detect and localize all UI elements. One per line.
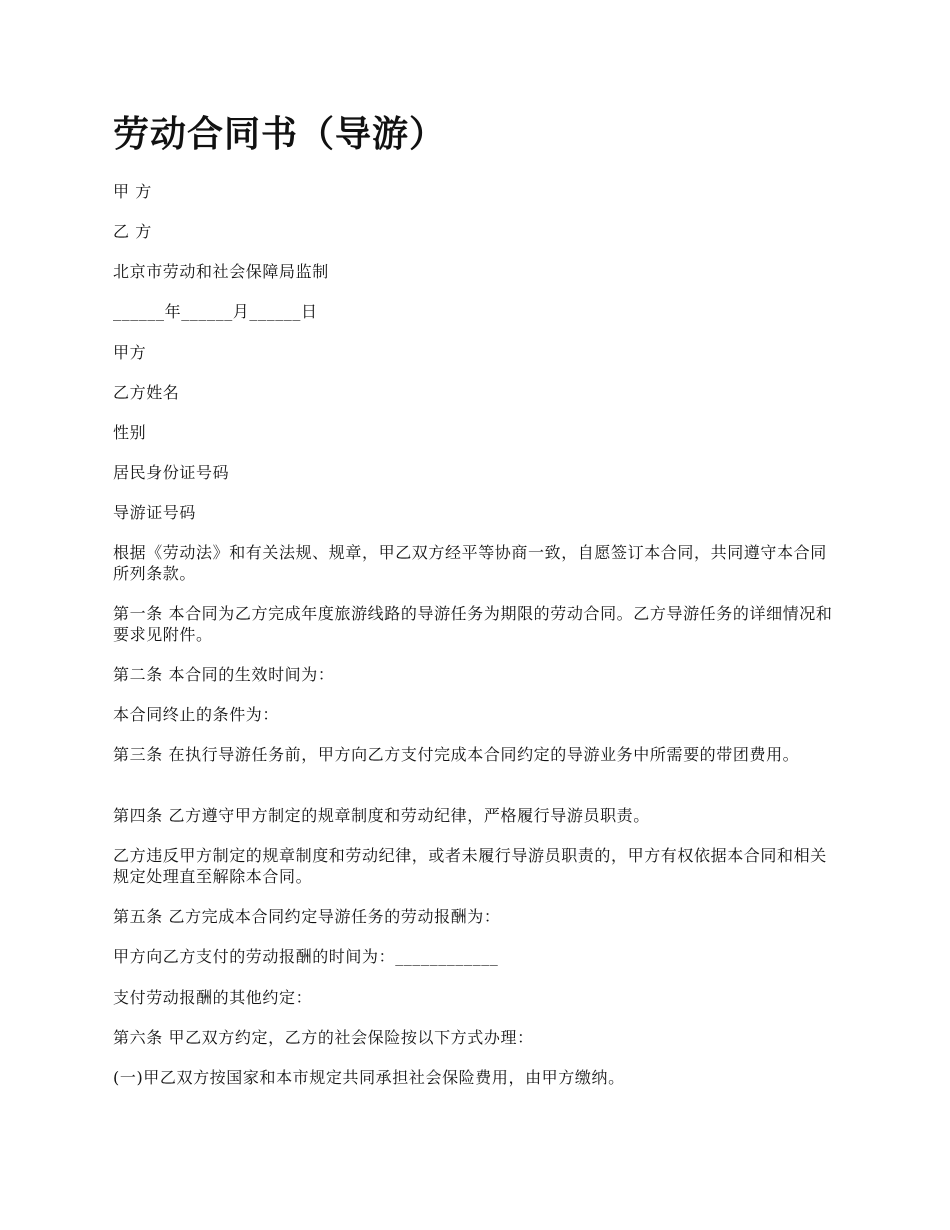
article-6-paragraph: 第六条 甲乙双方约定，乙方的社会保险按以下方式办理： bbox=[113, 1028, 534, 1047]
gender-field: 性别 bbox=[113, 423, 147, 442]
party-b-label: 乙 方 bbox=[113, 222, 152, 241]
party-a-label: 甲 方 bbox=[113, 182, 152, 201]
article-2-paragraph: 第二条 本合同的生效时间为： bbox=[113, 665, 335, 684]
termination-paragraph: 本合同终止的条件为： bbox=[113, 705, 280, 724]
article-3-paragraph: 第三条 在执行导游任务前，甲方向乙方支付完成本合同约定的导游业务中所需要的带团费用。 bbox=[113, 745, 800, 764]
insurance-item-1-paragraph: (一)甲乙双方按国家和本市规定共同承担社会保险费用，由甲方缴纳。 bbox=[113, 1068, 625, 1087]
id-number-field: 居民身份证号码 bbox=[113, 463, 230, 482]
guide-license-field: 导游证号码 bbox=[113, 503, 197, 522]
payment-other-paragraph: 支付劳动报酬的其他约定： bbox=[113, 988, 313, 1007]
payment-time-paragraph: 甲方向乙方支付的劳动报酬的时间为：____________ bbox=[113, 947, 499, 966]
article-5-paragraph: 第五条 乙方完成本合同约定导游任务的劳动报酬为： bbox=[113, 907, 501, 926]
date-line: ______年______月______日 bbox=[113, 302, 318, 321]
document-title: 劳动合同书（导游） bbox=[113, 114, 447, 155]
party-b-name-field: 乙方姓名 bbox=[113, 383, 180, 402]
violation-paragraph: 乙方违反甲方制定的规章制度和劳动纪律，或者未履行导游员职责的，甲方有权依据本合同和相关规定处理直至解除本合同。 bbox=[113, 846, 827, 886]
preamble-paragraph: 根据《劳动法》和有关法规、规章，甲乙双方经平等协商一致，自愿签订本合同，共同遵守本合同所列条款。 bbox=[113, 543, 827, 583]
party-a-field: 甲方 bbox=[113, 343, 147, 362]
article-4-paragraph: 第四条 乙方遵守甲方制定的规章制度和劳动纪律，严格履行导游员职责。 bbox=[113, 806, 650, 825]
supervisor-line: 北京市劳动和社会保障局监制 bbox=[113, 262, 329, 281]
article-1-paragraph: 第一条 本合同为乙方完成年度旅游线路的导游任务为期限的劳动合同。乙方导游任务的详细情况和要求见附件。 bbox=[113, 604, 833, 644]
